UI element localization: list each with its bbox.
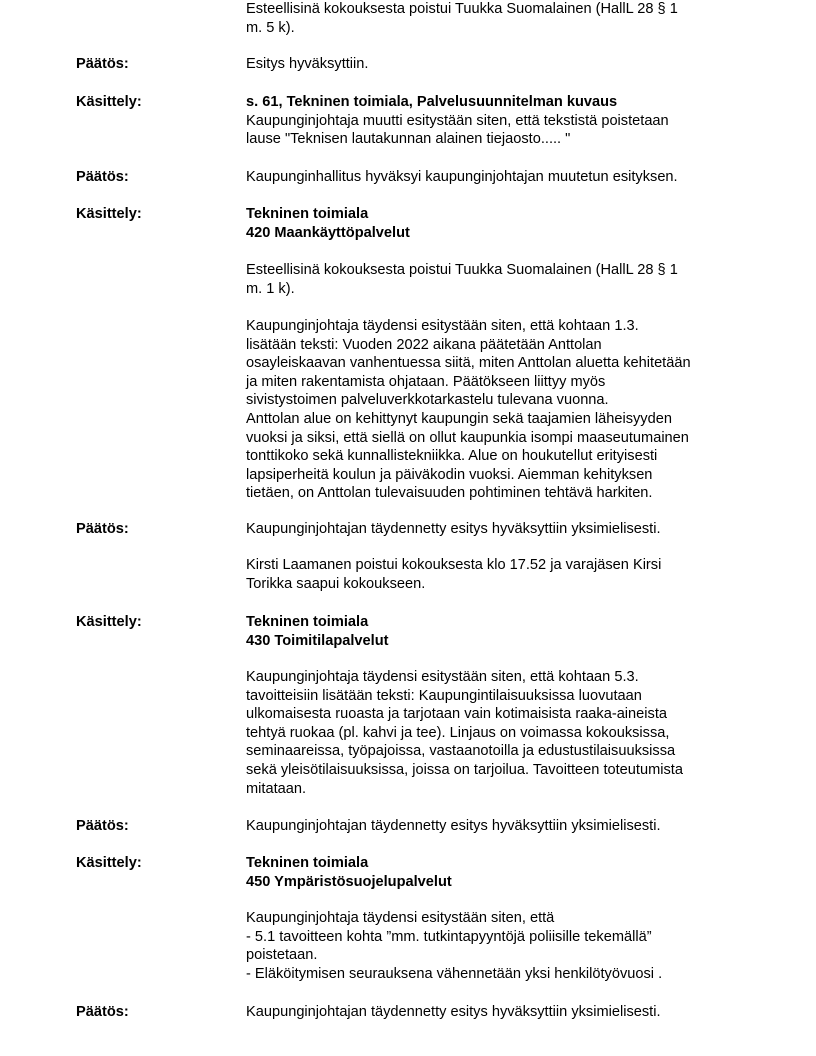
text-line: Anttolan alue on kehittynyt kaupungin sekä taajamien läheisyyden bbox=[246, 410, 672, 427]
decision-label: Päätös: bbox=[76, 521, 129, 537]
text-line: Kaupunginjohtaja täydensi esitystään siten, että kohtaan 5.3. bbox=[246, 669, 639, 685]
decision-label: Päätös: bbox=[76, 56, 129, 72]
text-line: Kaupunginjohtajan täydennetty esitys hyväksyttiin yksimielisesti. bbox=[246, 1004, 661, 1020]
handling-label: Käsittely: bbox=[76, 614, 142, 630]
text-line: Kaupunginjohtajan täydennetty esitys hyväksyttiin yksimielisesti. bbox=[246, 818, 661, 834]
handling-text bbox=[246, 854, 738, 891]
text-line: osayleiskaavan vanhentuessa siitä, miten Anttolan aluetta kehitetään bbox=[246, 355, 691, 372]
paragraph bbox=[246, 556, 738, 593]
handling-label: Käsittely: bbox=[76, 94, 142, 110]
decision-text bbox=[246, 817, 738, 836]
text-line: m. 5 k). bbox=[246, 19, 295, 36]
section-heading: Tekninen toimiala bbox=[246, 855, 369, 871]
handling-text bbox=[246, 613, 738, 650]
section-subheading: 430 Toimitilapalvelut bbox=[246, 632, 389, 649]
text-line: lisätään teksti: Vuoden 2022 aikana päätetään Anttolan bbox=[246, 336, 602, 353]
section-subheading: 420 Maankäyttöpalvelut bbox=[246, 224, 410, 241]
text-line: Esteellisinä kokouksesta poistui Tuukka Suomalainen (HallL 28 § 1 bbox=[246, 1, 678, 17]
intro-text bbox=[246, 0, 738, 37]
text-line: Kirsti Laamanen poistui kokouksesta klo 17.52 ja varajäsen Kirsi bbox=[246, 557, 662, 573]
handling-label: Käsittely: bbox=[76, 855, 142, 871]
paragraph bbox=[246, 668, 738, 798]
text-line: tietäen, on Anttolan tulevaisuuden pohtiminen tehtävä harkiten. bbox=[246, 485, 653, 502]
section-heading: Tekninen toimiala bbox=[246, 206, 369, 222]
text-line: seminaareissa, työpajoissa, vastaanotoilla ja edustustilaisuuksissa bbox=[246, 743, 676, 760]
decision-label: Päätös: bbox=[76, 1004, 129, 1020]
section-heading: Tekninen toimiala bbox=[246, 614, 369, 630]
decision-label: Päätös: bbox=[76, 818, 129, 834]
text-line: vuoksi ja siksi, että siellä on ollut kaupunkia isompi maaseutumainen bbox=[246, 429, 689, 446]
text-line: ja miten rakentamista ohjataan. Päätökseen liittyy myös bbox=[246, 373, 606, 390]
text-line: Kaupunginjohtaja täydensi esitystään siten, että bbox=[246, 910, 555, 926]
text-line: tavoitteisiin lisätään teksti: Kaupungintilaisuuksissa luovutaan bbox=[246, 687, 642, 704]
text-line: Kaupunginjohtaja täydensi esitystään siten, että kohtaan 1.3. bbox=[246, 318, 639, 334]
handling-text bbox=[246, 93, 738, 149]
decision-text bbox=[246, 1003, 738, 1022]
text-line: m. 1 k). bbox=[246, 280, 295, 297]
paragraph bbox=[246, 909, 738, 983]
text-line bbox=[246, 503, 738, 522]
paragraph bbox=[246, 317, 738, 540]
handling-text bbox=[246, 205, 738, 242]
decision-text bbox=[246, 55, 738, 74]
section-subheading: 450 Ympäristösuojelupalvelut bbox=[246, 873, 452, 890]
decision-text bbox=[246, 520, 738, 539]
text-line: sekä yleisötilaisuuksissa, joissa on tarjoilua. Tavoitteen toteutumista bbox=[246, 761, 683, 778]
section-heading: s. 61, Tekninen toimiala, Palvelusuunnitelman kuvaus bbox=[246, 94, 618, 110]
decision-label: Päätös: bbox=[76, 169, 129, 185]
handling-label: Käsittely: bbox=[76, 206, 142, 222]
text-line: Esitys hyväksyttiin. bbox=[246, 56, 369, 72]
text-line: Esteellisinä kokouksesta poistui Tuukka Suomalainen (HallL 28 § 1 bbox=[246, 262, 678, 278]
paragraph bbox=[246, 261, 738, 298]
text-line: mitataan. bbox=[246, 780, 307, 797]
text-line: ulkomaisesta ruoasta ja tarjotaan vain kotimaisista raaka-aineista bbox=[246, 706, 667, 723]
text-line: lapsiperheitä koulun ja päiväkodin vuoksi. Aiemman kehityksen bbox=[246, 466, 653, 483]
text-line: tonttikoko sekä kunnallistekniikka. Alue on houkutellut erityisesti bbox=[246, 448, 658, 465]
text-line: lause "Teknisen lautakunnan alainen tiejaosto..... " bbox=[246, 131, 571, 148]
text-line: Torikka saapui kokoukseen. bbox=[246, 575, 426, 592]
text-line: Kaupunginjohtaja muutti esitystään siten, että tekstistä poistetaan bbox=[246, 112, 669, 129]
text-line: - 5.1 tavoitteen kohta ”mm. tutkintapyyntöjä poliisille tekemällä” bbox=[246, 928, 652, 945]
text-line: Kaupunginhallitus hyväksyi kaupunginjohtajan muutetun esityksen. bbox=[246, 169, 678, 185]
text-line: tehtyä ruokaa (pl. kahvi ja tee). Linjaus on voimassa kokouksissa, bbox=[246, 724, 670, 741]
text-line: sivistystoimen palveluverkkotarkastelu tulevana vuonna. bbox=[246, 392, 609, 409]
text-line: Kaupunginjohtajan täydennetty esitys hyväksyttiin yksimielisesti. bbox=[246, 521, 661, 537]
text-line: poistetaan. bbox=[246, 947, 318, 964]
decision-text bbox=[246, 168, 738, 187]
text-line: - Eläköitymisen seurauksena vähennetään yksi henkilötyövuosi . bbox=[246, 965, 663, 982]
